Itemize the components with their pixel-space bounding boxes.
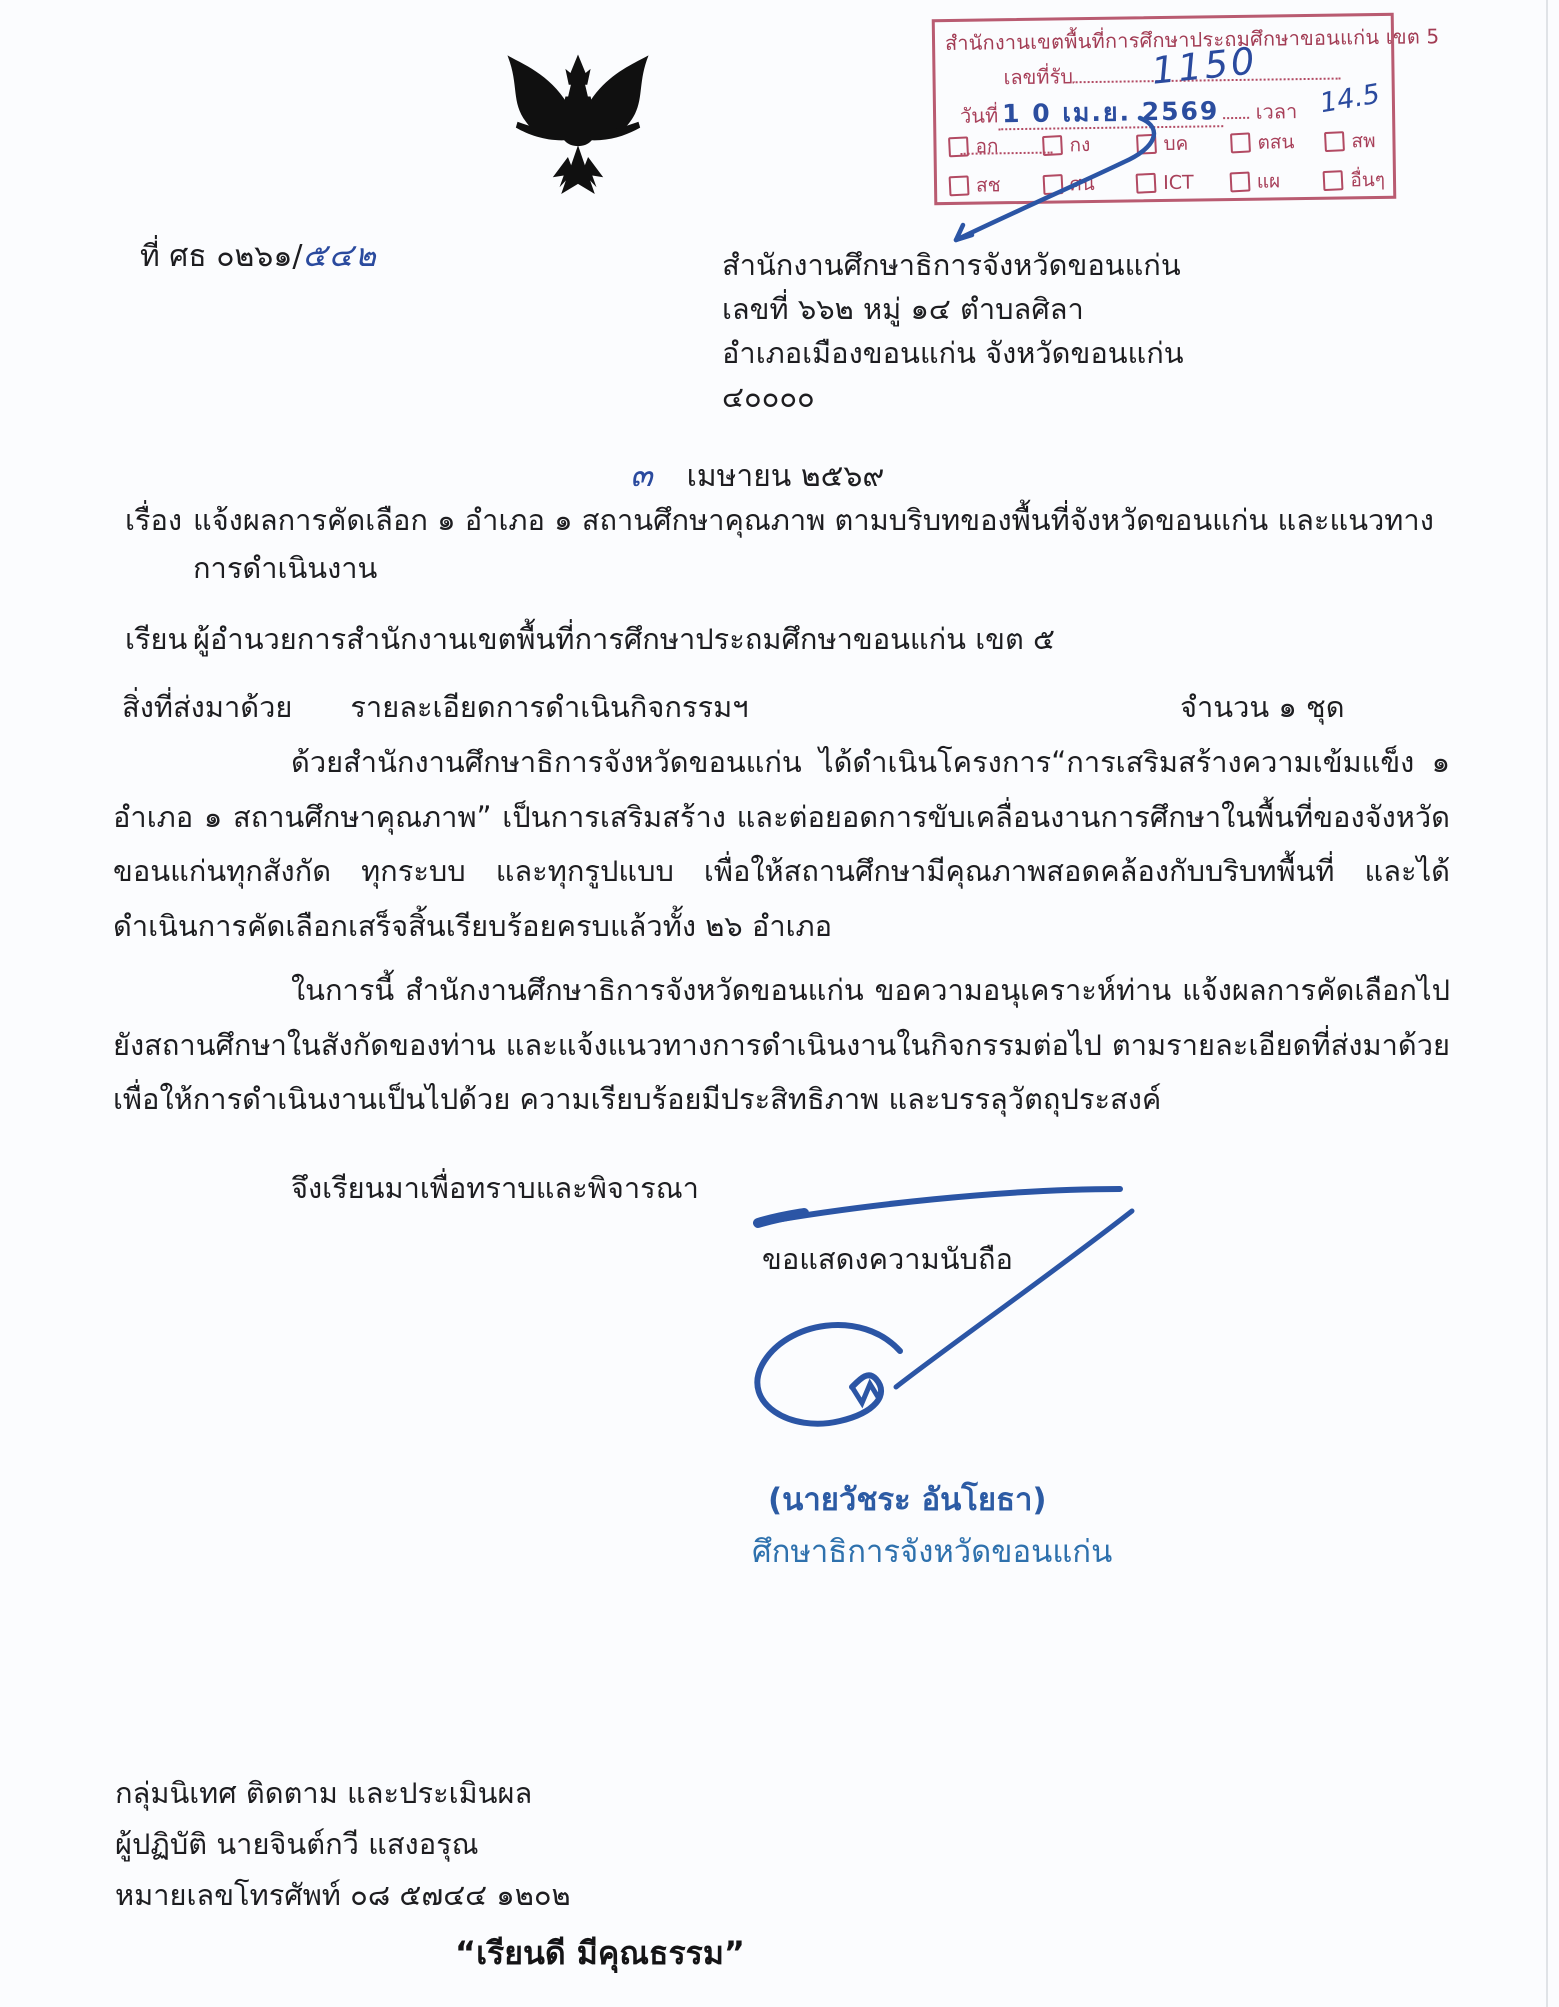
stamp-checkbox-label: ศน [1069, 172, 1095, 196]
stamp-checkbox-label: ICT [1163, 171, 1194, 195]
body-paragraph-2: ในการนี้ สำนักงานศึกษาธิการจังหวัดขอนแก่น ขอความอนุเคราะห์ท่าน แจ้งผลการคัดเลือกไปยังสถานศึกษาในสังกัดของท่าน และแจ้งแนวทางการดำเนินงานในกิจกรรมต่อไป ตามรายละเอียดที่ส่งมาด้วย เพื่อให้การดำเนินงานเป็นไปด้วย ความเรียบร้อยมีประสิทธิภาพ และบรรลุวัตถุประสงค์ [113, 973, 1450, 1116]
subject-text-line1: แจ้งผลการคัดเลือก ๑ อำเภอ ๑ สถานศึกษาคุณภาพ ตามบริบทของพื้นที่จังหวัดขอนแก่น และแนวทาง [193, 503, 1434, 537]
stamp-checkbox-label: บค [1163, 132, 1189, 156]
received-time-label: เวลา [1255, 99, 1298, 124]
stamp-checkbox-label: สพ [1351, 130, 1376, 153]
ref-number-printed: ที่ ศธ ๐๒๖๑/ [140, 239, 303, 274]
motto: “เรียนดี มีคุณธรรม” [455, 1934, 745, 1972]
stamp-checkbox [1324, 126, 1376, 157]
stamp-checkbox-label: อื่นๆ [1350, 168, 1386, 192]
footer-phone: หมายเลขโทรศัพท์ ๐๘ ๕๗๔๔ ๑๒๐๒ [115, 1878, 571, 1912]
attachment-row [122, 684, 1457, 730]
body-paragraph-3: จึงเรียนมาเพื่อทราบและพิจารณา [291, 1170, 699, 1205]
receipt-number-label: เลขที่รับ [1003, 64, 1074, 90]
signature [700, 1175, 1165, 1445]
recipient-label: เรียน [125, 622, 188, 656]
received-time-handwritten: 14.5 [1317, 78, 1383, 120]
received-date-label: วันที่ [959, 103, 999, 128]
stamp-checkbox [1323, 165, 1385, 196]
recipient-row [125, 616, 1055, 662]
stamp-checkbox-label: แผ [1256, 170, 1281, 193]
receipt-number-handwritten: 1150 [1149, 39, 1260, 93]
address-line: เลขที่ ๖๖๒ หมู่ ๑๔ ตำบลศิลา [722, 292, 1084, 326]
address-line: สำนักงานศึกษาธิการจังหวัดขอนแก่น [722, 248, 1181, 282]
letter-date [630, 448, 884, 501]
received-date-stamp: 1 0 เม.ย. 2569 [998, 96, 1224, 130]
stamp-checkbox-label: สช [975, 174, 1001, 197]
stamp-checkbox-label: อก [975, 135, 999, 158]
address-line: อำเภอเมืองขอนแก่น จังหวัดขอนแก่น [722, 336, 1184, 370]
recipient-text: ผู้อำนวยการสำนักงานเขตพื้นที่การศึกษาประถมศึกษาขอนแก่น เขต ๕ [193, 622, 1055, 656]
signer-title: ศึกษาธิการจังหวัดขอนแก่น [752, 1534, 1113, 1570]
letter-body [113, 735, 1450, 1215]
checkbox-icon [1324, 131, 1345, 152]
garuda-emblem-icon [494, 50, 662, 212]
date-month-year: เมษายน ๒๕๖๙ [686, 459, 885, 494]
body-paragraph-1: ด้วยสำนักงานศึกษาธิการจังหวัดขอนแก่น ได้ดำเนินโครงการ“การเสริมสร้างความเข้มแข็ง ๑ อำเภอ ๑ สถานศึกษาคุณภาพ” เป็นการเสริมสร้าง และต่อยอดการขับเคลื่อนงานการศึกษาในพื้นที่ของจังหวัดขอนแก่นทุกสังกัด ทุกระบบ และทุกรูปแบบ เพื่อให้สถานศึกษามีคุณภาพสอดคล้องกับบริบทพื้นที่ และได้ดำเนินการคัดเลือกเสร็จสิ้นเรียบร้อยครบแล้วทั้ง ๒๖ อำเภอ [113, 745, 1450, 943]
subject-label: เรื่อง [125, 503, 183, 537]
attachment-text: รายละเอียดการดำเนินกิจกรรมฯ [350, 690, 749, 724]
footer-unit: กลุ่มนิเทศ ติดตาม และประเมินผล [115, 1776, 533, 1810]
stamp-checkbox-label: กง [1069, 134, 1091, 157]
attachment-label: สิ่งที่ส่งมาด้วย [122, 690, 293, 724]
subject-text [193, 496, 1434, 592]
closing-salutation: ขอแสดงความนับถือ [762, 1242, 1013, 1276]
signer-name: (นายวัชระ อันโยธา) [768, 1482, 1047, 1518]
subject-row [125, 496, 1457, 592]
ref-number-handwritten: ๕๔๒ [302, 236, 379, 274]
attachment-count: จำนวน ๑ ชุด [1180, 690, 1345, 724]
address-line: ๔๐๐๐๐ [722, 380, 815, 414]
stamp-office-name: สำนักงานเขตพื้นที่การศึกษาประถมศึกษาขอนแก่น เขต 5 [944, 24, 1440, 56]
checkbox-icon [1323, 170, 1344, 191]
subject-text-line2: การดำเนินงาน [193, 551, 378, 585]
footer-officer: ผู้ปฏิบัติ นายจินต์กวี แสงอรุณ [115, 1827, 479, 1861]
sender-address [722, 243, 1184, 419]
date-day-handwritten: ๓ [630, 455, 653, 494]
ref-number [140, 230, 378, 281]
letter-footer [115, 1768, 571, 1921]
stamp-checkmark-icon [928, 100, 1258, 250]
stamp-checkbox-label: ตสน [1257, 131, 1295, 154]
